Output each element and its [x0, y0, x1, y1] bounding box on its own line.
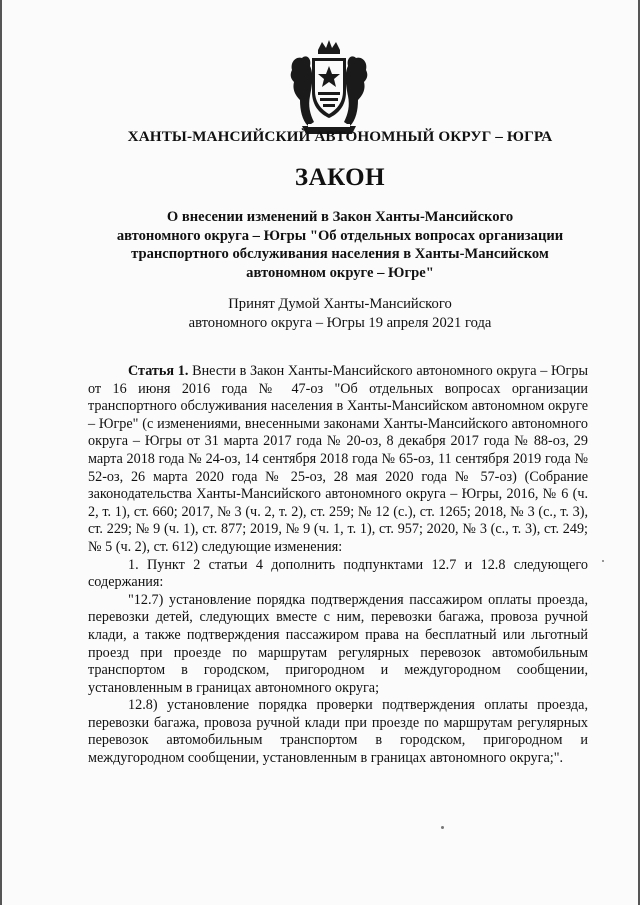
- amendment-subitem-12-7: "12.7) установление порядка подтверждения пассажиром оплаты проезда, перевозки детей, следующих вместе с ним, перевозки багажа, провоза ручной клади, а также подтверждения пассажиром права на бесплатный или льготный проезд при проезде по маршрутам регулярных перевозок автомобильным транспортом в городском, пригородном и междугородном сообщении, установленным в границах автономного округа;: [88, 591, 588, 696]
- article-1: [88, 363, 588, 768]
- article-1-paragraph: [88, 363, 588, 557]
- subject-line: О внесении изменений в Закон Ханты-Мансийского: [166, 209, 514, 225]
- subject-line: автономном округе – Югре": [246, 264, 434, 281]
- subject-line: транспортного обслуживания населения в Ханты-Мансийском: [131, 246, 549, 262]
- document-type-title: ЗАКОН: [294, 164, 386, 191]
- khmao-coat-of-arms-icon: [288, 40, 370, 136]
- law-subject: [100, 208, 580, 282]
- scan-speck: [602, 560, 604, 562]
- article-label: Статья 1.: [128, 363, 189, 379]
- amendment-subitem-12-8: 12.8) установление порядка проверки подтверждения оплаты проезда, перевозки багажа, провоза ручной клади при проезде по маршрутам регулярных перевозок автомобильным транспортом в городском, пригородном и междугородном сообщении, установленным в границах автономного округа;".: [88, 697, 588, 767]
- region-name: ХАНТЫ-МАНСИЙСКИЙ АВТОНОМНЫЙ ОКРУГ – ЮГРА: [127, 128, 553, 145]
- article-text: Внести в Закон Ханты-Мансийского автономного округа – Югры от 16 июня 2016 года № 47-оз "Об отдельных вопросах организации транспортного обслуживания населения в Ханты-Мансийском автономном округе – Югре" (с изменениями, внесенными законами Ханты-Мансийского автономного округа – Югры от 31 марта 2017 года № 20-оз, 8 декабря 2017 года № 88-оз, 29 марта 2018 года № 24-оз, 14 сентября 2018 года № 65-оз, 11 сентября 2019 года № 52-оз, 26 марта 2020 года № 25-оз, 28 мая 2020 года № 57-оз) (Собрание законодательства Ханты-Мансийского автономного округа – Югры, 2016, № 6 (ч. 2, т. 1), ст. 660; 2017, № 3 (ч. 2, т. 2), ст. 259; № 12 (с.), ст. 1265; 2018, № 3 (с., т. 3), ст. 229; № 9 (ч. 1), ст. 877; 2019, № 9 (ч. 1, т. 1), ст. 957; 2020, № 3 (с., т. 3), ст. 249; № 5 (ч. 2), ст. 612) следующие изменения:: [88, 363, 589, 555]
- amendment-item: 1. Пункт 2 статьи 4 дополнить подпунктами 12.7 и 12.8 следующего содержания:: [88, 556, 588, 591]
- scan-speck: [441, 826, 444, 829]
- subject-line: автономного округа – Югры "Об отдельных вопросах организации: [116, 227, 564, 244]
- adoption-note: [120, 295, 560, 332]
- adoption-line: автономного округа – Югры 19 апреля 2021 года: [188, 314, 492, 331]
- adoption-line: Принят Думой Ханты-Мансийского: [228, 296, 452, 312]
